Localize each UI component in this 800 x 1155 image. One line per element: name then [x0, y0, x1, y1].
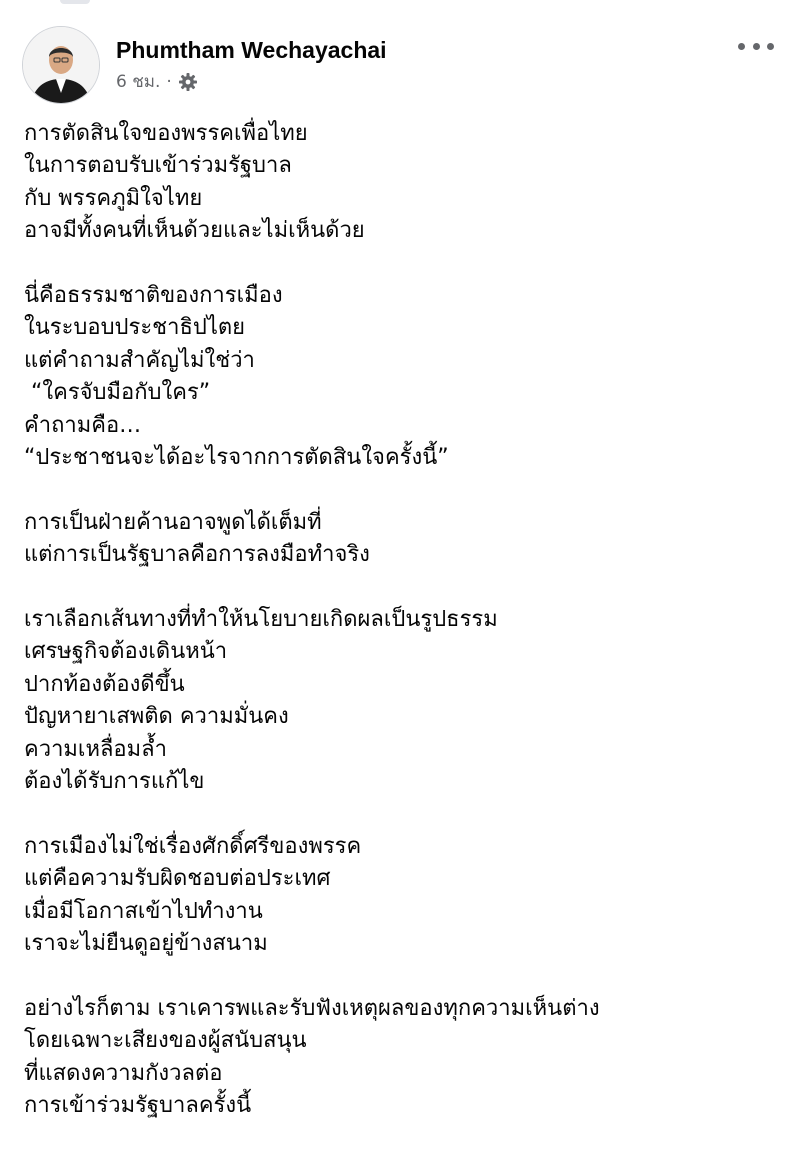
text-line: การเข้าร่วมรัฐบาลครั้งนี้ — [24, 1093, 252, 1119]
text-line: แต่คือความรับผิดชอบต่อประเทศ — [24, 866, 331, 892]
paragraph — [24, 118, 764, 248]
avatar[interactable] — [22, 26, 100, 104]
text-line: ความเหลื่อมล้ำ — [24, 736, 167, 762]
author-name[interactable]: Phumtham Wechayachai — [116, 37, 387, 63]
header-text — [116, 36, 387, 95]
text-line: เราจะไม่ยืนดูอยู่ข้างสนาม — [24, 931, 268, 957]
text-line: อาจมีทั้งคนที่เห็นด้วยและไม่เห็นด้วย — [24, 218, 365, 244]
more-dots-icon — [767, 43, 774, 50]
text-line: ในการตอบรับเข้าร่วมรัฐบาล — [24, 153, 292, 179]
post-header — [22, 26, 778, 106]
more-dots-icon — [738, 43, 745, 50]
text-line: การตัดสินใจของพรรคเพื่อไทย — [24, 121, 308, 146]
text-line: เศรษฐกิจต้องเดินหน้า — [24, 639, 228, 665]
text-line: “ประชาชนจะได้อะไรจากการตัดสินใจครั้งนี้” — [24, 445, 449, 471]
paragraph — [24, 831, 764, 961]
paragraph — [24, 604, 764, 798]
gear-icon[interactable] — [178, 72, 198, 92]
text-line: นี่คือธรรมชาติของการเมือง — [24, 283, 283, 309]
text-line: อย่างไรก็ตาม เราเคารพและรับฟังเหตุผลของทุกความเห็นต่าง — [24, 995, 600, 1021]
post-text — [24, 118, 764, 1155]
text-line: ในระบอบประชาธิปไตย — [24, 315, 246, 341]
more-options-button[interactable] — [738, 36, 774, 56]
post-meta — [116, 68, 387, 95]
text-line: เมื่อมีโอกาสเข้าไปทำงาน — [24, 898, 263, 924]
text-line: การเป็นฝ่ายค้านอาจพูดได้เต็มที่ — [24, 509, 322, 535]
text-line: คำถามคือ… — [24, 412, 142, 438]
meta-separator: · — [166, 71, 172, 92]
paragraph — [24, 280, 764, 474]
text-line: กับ พรรคภูมิใจไทย — [24, 185, 203, 211]
more-dots-icon — [753, 43, 760, 50]
text-line: แต่คำถามสำคัญไม่ใช่ว่า — [24, 347, 255, 373]
text-line: ปัญหายาเสพติด ความมั่นคง — [24, 704, 289, 730]
paragraph — [24, 993, 764, 1123]
paragraph — [24, 507, 764, 572]
text-line: ต้องได้รับการแก้ไข — [24, 769, 205, 795]
text-line: โดยเฉพาะเสียงของผู้สนับสนุน — [24, 1028, 307, 1054]
text-line: เราเลือกเส้นทางที่ทำให้นโยบายเกิดผลเป็นรูปธรรม — [24, 607, 498, 633]
text-line: ปากท้องต้องดีขึ้น — [24, 671, 185, 697]
text-line: แต่การเป็นรัฐบาลคือการลงมือทำจริง — [24, 542, 370, 568]
text-line: การเมืองไม่ใช่เรื่องศักดิ์ศรีของพรรค — [24, 833, 362, 859]
text-line: “ใครจับมือกับใคร” — [24, 380, 211, 406]
text-line: ที่แสดงความกังวลต่อ — [24, 1060, 223, 1086]
post-timestamp[interactable]: 6 ชม. — [116, 72, 161, 92]
previous-post-edge — [0, 0, 800, 6]
